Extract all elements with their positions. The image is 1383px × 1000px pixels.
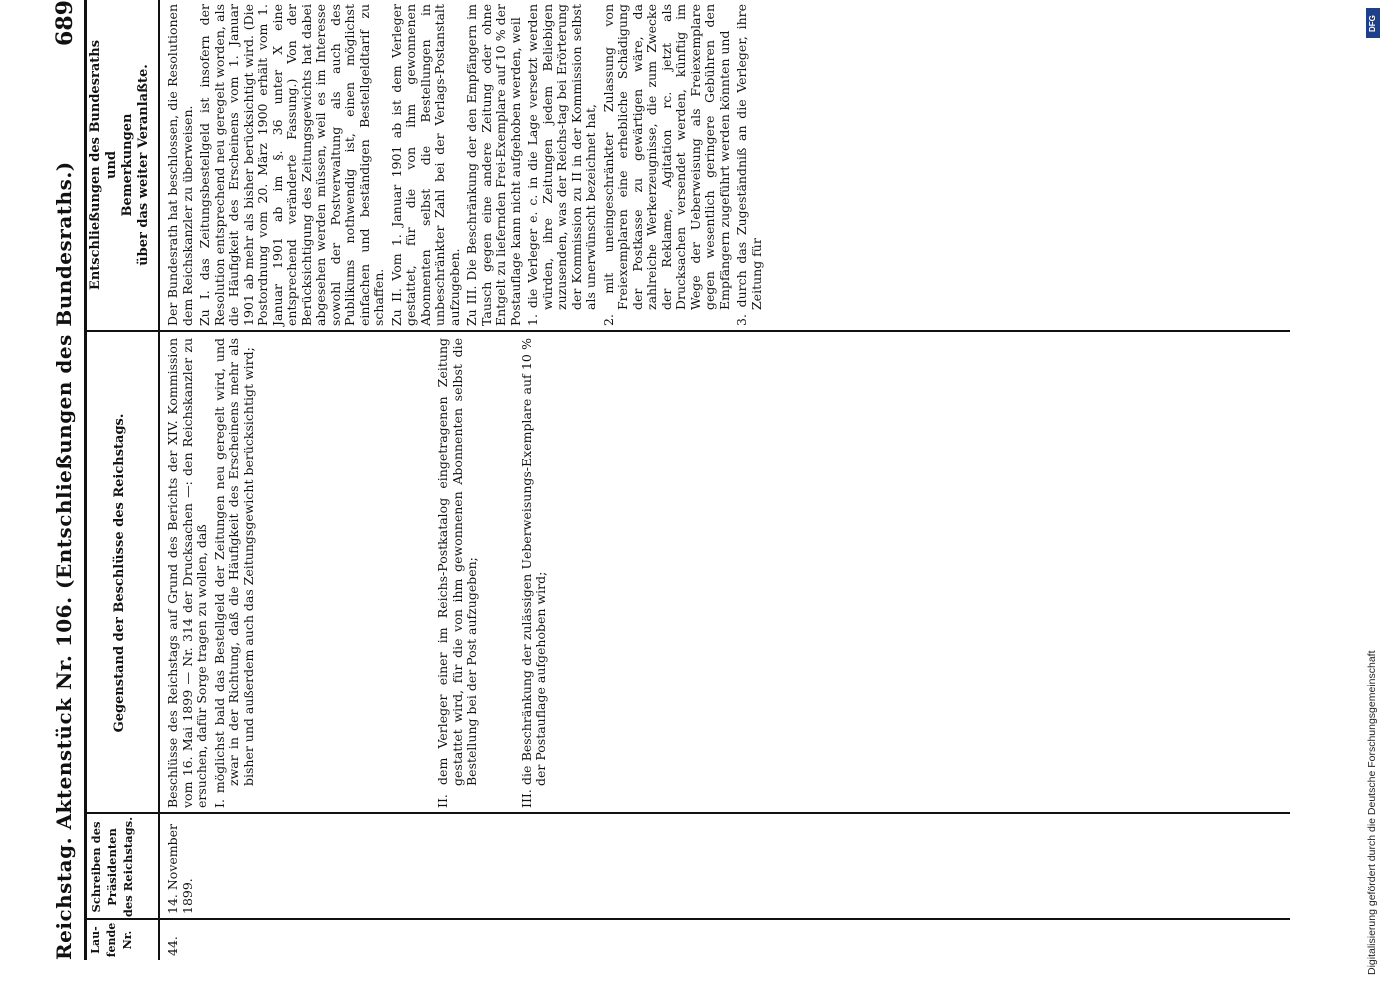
row-date: 14. November 1899. — [165, 823, 195, 914]
resolution-intro: Beschlüsse des Reichstags auf Grund des Berichts der XIV. Kommission vom 16. Mai 1899 — Nr. 314 der Drucksachen —: den Reichskanzler zu ersuchen, dafür Sorge tragen zu wollen, daß — [165, 338, 209, 808]
decision-paragraph: Zu II. Vom 1. Januar 1901 ab ist dem Verleger gestattet, für die von ihm gewonnenen Abonnenten selbst die Bestellungen in unbeschränkter Zahl bei der Verlags-Postanstalt aufzugeben. — [388, 4, 462, 326]
col-head-line: und — [104, 151, 119, 179]
dfg-logo — [1366, 8, 1380, 38]
resolution-item: III. die Beschränkung der zulässigen Ueberweisungs-Exemplare auf 10 % der Postauflage aufgehoben wird; — [518, 338, 548, 808]
decision-paragraph: Zu I. das Zeitungsbestellgeld ist insofern der Resolution entsprechend neu geregelt worden, als die Häufigkeit des Erscheinens vom 1. Januar 1901 ab mehr als bisher berücksichtigt wird. (Die Postordnung vom 20. März 1900 erhält vom 1. Januar 1901 ab im §. 36 unter X eine entsprechend veränderte Fassung.) Von der Berücksichtigung des Zeitungsgewichts hat dabei abgesehen werden müssen, weil es im Interesse sowohl der Postverwaltung als auch des Publikums nothwendig ist, einen möglichst einfachen und beständigen Bestellgeldtarif zu schaffen. — [197, 4, 386, 326]
decision-subitem: 3. durch das Zugeständniß an die Verleger, ihre Zeitung für — [734, 4, 764, 326]
col-head-schreiben: Schreiben des Präsidenten des Reichstags. — [89, 816, 135, 918]
decision-subitem: 2. mit uneingeschränkter Zulassung von Freiexemplaren eine erhebliche Schädigung der Postkasse zu gewärtigen wäre, da zahlreiche Werkerzeugnisse, die zum Zwecke der Reklame, Agitation rc. jetzt als Drucksachen versendet werden, künftig im Wege der Ueberweisung als Freiexemplare gegen wesentlich geringere Gebühren den Empfängern zugeführt werden könnten und — [600, 4, 732, 326]
page-title: Reichstag. Aktenstück Nr. 106. (Entschließungen des Bundesraths.) — [52, 161, 76, 960]
col-head-entschliessungen — [88, 0, 152, 330]
col-head-line: Entschließungen des Bundesraths — [88, 39, 103, 291]
header-rule — [84, 0, 87, 960]
decision-text — [166, 4, 767, 326]
col-head-line: Bemerkungen — [120, 113, 135, 217]
page-header — [40, 0, 86, 960]
decision-intro: Der Bundesrath hat beschlossen, die Resolutionen dem Reichskanzler zu überweisen. — [165, 4, 195, 326]
row-number: 44. — [165, 936, 180, 956]
digitization-note: Digitalisierung gefördert durch die Deutsche Forschungsgemeinschaft — [1366, 650, 1378, 975]
dfg-logo-text: DFG — [1368, 15, 1377, 32]
page-number: 689 — [52, 0, 78, 46]
decision-paragraph: Zu III. Die Beschränkung der den Empfängern im Tausch gegen eine andere Zeitung oder ohne Entgelt zu liefernden Frei-Exemplare auf 10 % der Postauflage kann nicht aufgehoben werden, weil — [464, 4, 523, 326]
resolution-text — [166, 338, 552, 808]
column-head-rule — [158, 0, 160, 960]
column-divider — [84, 918, 1290, 920]
resolution-item: I. möglichst bald das Bestellgeld der Zeitungen neu geregelt wird, und zwar in der Richtung, daß die Häufigkeit des Erscheinens mehr als bisher und außerdem auch das Zeitungsgewicht berücksichtigt wird; — [211, 338, 256, 808]
column-divider — [84, 330, 1290, 332]
resolution-item: II. dem Verleger einer im Reichs-Postkatalog eingetragenen Zeitung gestattet wird, für die von ihm gewonnenen Abonnenten selbst die Bestellung bei der Post aufzugeben; — [435, 338, 479, 808]
col-head-gegenstand: Gegenstand der Beschlüsse des Reichstags. — [112, 413, 127, 733]
rotated-page — [40, 0, 1290, 960]
col-head-lfd: Lau-fende Nr. — [89, 922, 134, 958]
column-divider — [84, 812, 1290, 814]
col-head-line: über das weiter Veranlaßte. — [136, 64, 151, 266]
decision-subitem: 1. die Verleger e. c. in die Lage versetzt werden würden, ihre Zeitungen jedem Beliebigen zuzusenden, was der Reichs-tag bei Erörterung der Kommission zu II in der Kommission selbst als unerwünscht bezeichnet hat, — [525, 4, 598, 326]
